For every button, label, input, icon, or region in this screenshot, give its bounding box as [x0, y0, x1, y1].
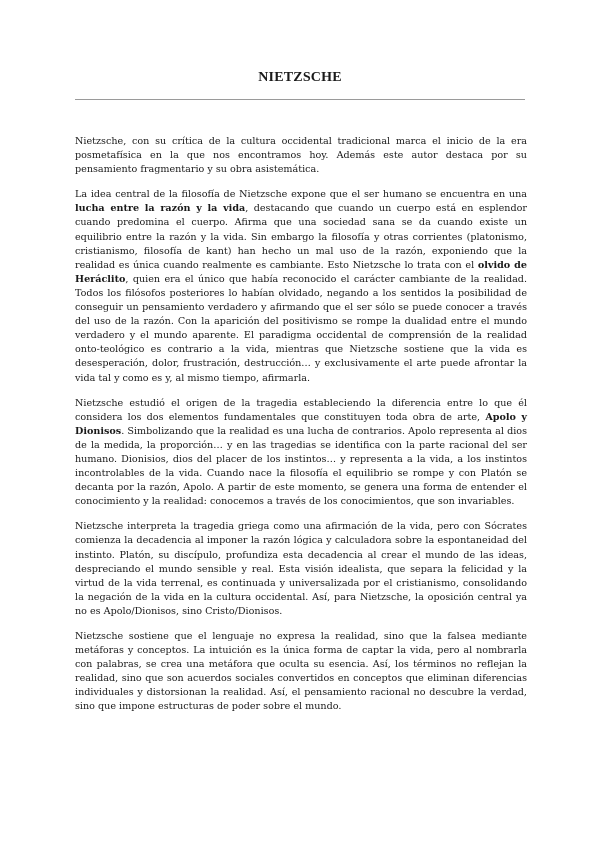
text-run: , destacando que cuando un cuerpo está en esplendor cuando predomina el cuerpo. Afirma que una sociedad sana se da cuando existe un equilibrio entre la razón y la vida. Sin embargo la filosofía y otras corrientes (platonismo, cristianismo, filosofía de kant) han hecho un mal uso de la razón, exponiendo que la realidad es única cuando realmente es cambiante. Esto Nietzsche lo trata con el: [75, 203, 527, 271]
paragraph: [75, 520, 527, 619]
text-run: , quien era el único que había reconocido el carácter cambiante de la realidad. Todos los filósofos posteriores lo habían olvidado, negando a los sentidos la posibilidad de conseguir un pensamiento verdadero y afirmando que el ser sólo se puede conocer a través del uso de la razón. Con la aparición del positivismo se rompe la dualidad entre el mundo verdadero y el mundo aparente. El paradigma occidental de comprensión de la realidad onto-teológico es contrario a la vida, mientras que Nietzsche sostiene que la vida es desesperación, dolor, frustración, destrucción… y exclusivamente el arte puede afrontar la vida tal y como es y, al mismo tiempo, afirmarla.: [75, 273, 527, 384]
text-run: Nietzsche, con su crítica de la cultura occidental tradicional marca el inicio de la era posmetafísica en la que nos encontramos hoy. Además este autor destaca por su pensamiento fragmentario y su obra asistemática.: [75, 136, 527, 176]
paragraph: [75, 397, 527, 510]
page-title: NIETZSCHE: [258, 70, 342, 85]
text-run: Nietzsche estudió el origen de la tragedia estableciendo la diferencia entre lo que él considera los dos elementos fundamentales que constituyen toda obra de arte,: [75, 397, 527, 423]
paragraph: [75, 135, 527, 177]
document-body: [75, 135, 527, 726]
bold-term: Apolo y Dionisos: [75, 411, 527, 437]
bold-term: olvido de Heráclito: [75, 259, 527, 285]
text-run: Nietzsche interpreta la tragedia griega como una afirmación de la vida, pero con Sócrates comienza la decadencia al imponer la razón lógica y calculadora sobre la espontaneidad del instinto. Platón, su discípulo, profundiza esta decadencia al crear el mundo de las ideas, despreciando el mundo sensible y real. Esta visión idealista, que separa la felicidad y la virtud de la vida terrenal, es continuada y universalizada por el cristianismo, consolidando la negación de la vida en la cultura occidental. Así, para Nietzsche, la oposición central ya no es Apolo/Dionisos, sino Cristo/Dionisos.: [75, 521, 527, 617]
paragraph: [75, 188, 527, 385]
bold-term: lucha entre la razón y la vida: [75, 203, 246, 215]
paragraph: [75, 630, 527, 715]
text-run: . Simbolizando que la realidad es una lucha de contrarios. Apolo representa al dios de la medida, la proporción… y en las tragedias se identifica con la parte racional del ser humano. Dionisios, dios del placer de los instintos… y representa a la vida, a los instintos incontrolables de la vida. Cuando nace la filosofía el equilibrio se rompe y con Platón se decanta por la razón, Apolo. A partir de este momento, se genera una forma de entender el conocimiento y la realidad: conocemos a través de los conocimientos, que son invariables.: [75, 425, 527, 508]
text-run: Nietzsche sostiene que el lenguaje no expresa la realidad, sino que la falsea mediante metáforas y conceptos. La intuición es la única forma de captar la vida, pero al nombrarla con palabras, se crea una metáfora que oculta su esencia. Así, los términos no reflejan la realidad, sino que son acuerdos sociales convertidos en conceptos que eliminan diferencias individuales y distorsionan la realidad. Así, el pensamiento racional no descubre la verdad, sino que impone estructuras de poder sobre el mundo.: [75, 631, 527, 713]
title-divider: [75, 99, 525, 100]
text-run: La idea central de la filosofía de Nietzsche expone que el ser humano se encuentra en una: [75, 189, 527, 201]
